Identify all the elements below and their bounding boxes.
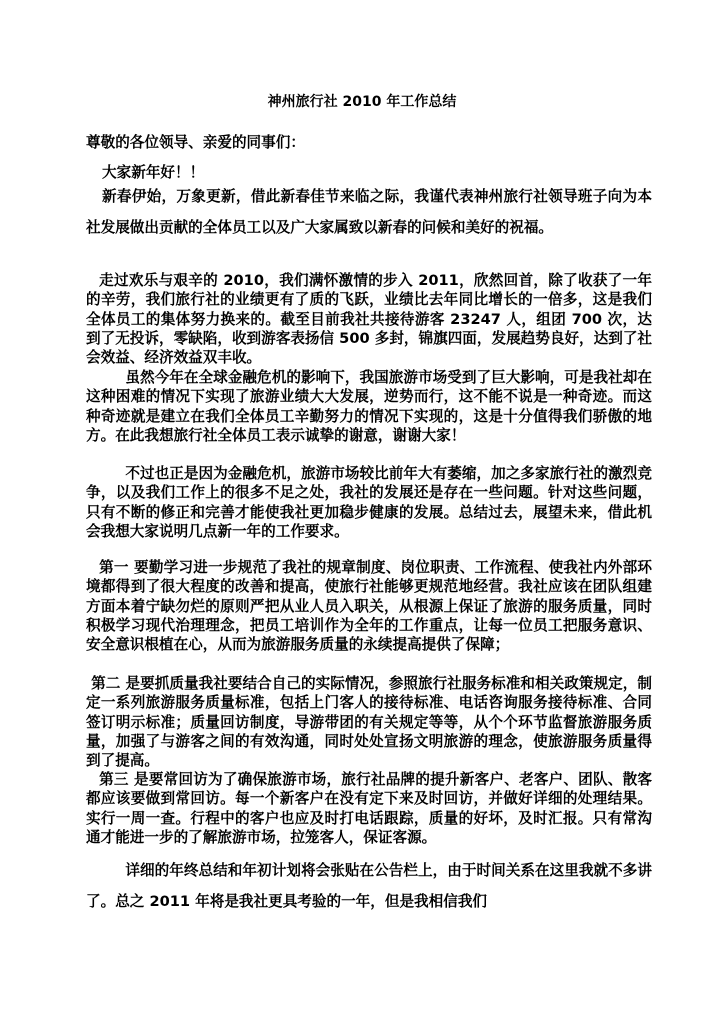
document-title: 神州旅行社 2010 年工作总结 [267,94,457,110]
paragraph-crisis: 虽然今年在全球金融危机的影响下，我国旅游市场受到了巨大影响，可是我社却在这种困难的情况下实现了旅游业绩大大发展，逆势而行，这不能不说是一种奇迹。而这种奇迹就是建立在我们全体员工辛勤努力的情况下实现的，这是十分值得我们骄傲的地方。在此我想旅行社全体员工表示诚挚的谢意，谢谢大家！ [86,369,652,444]
paragraph-second-requirement: 第二 是要抓质量我社要结合自己的实际情况，参照旅行社服务标准和相关政策规定，制定一系列旅游服务质量标准，包括上门客人的接待标准、电话咨询服务接待标准、合同签订明示标准；质量回访制度，导游带团的有关规定等等，从个个环节监督旅游服务质量，加强了与游客之间的有效沟通，同时处处宣扬文明旅游的理念，使旅游服务质量得到了提高。 [86,675,652,770]
paragraph-first-requirement: 第一 要勤学习进一步规范了我社的规章制度、岗位职责、工作流程、使我社内外部环境都得到了很大程度的改善和提高，使旅行社能够更规范地经营。我社应该在团队组建方面本着宁缺勿烂的原则严把从业人员入职关，从根源上保证了旅游的服务质量，同时积极学习现代治理理念，把员工培训作为全年的工作重点，让每一位员工把服务意识、安全意识根植在心，从而为旅游服务质量的永续提高提供了保障； [86,559,652,654]
paragraph-third-requirement: 第三 是要常回访为了确保旅游市场，旅行社品牌的提升新客户、老客户、团队、散客都应该要做到常回访。每一个新客户在没有定下来及时回访，并做好详细的处理结果。实行一周一查。行程中的客户也应及时打电话跟踪，质量的好坏，及时汇报。只有常沟通才能进一步的了解旅游市场，拉笼客人，保证客源。 [86,771,652,846]
greeting: 大家新年好！！ [102,164,205,181]
paragraph-review: 走过欢乐与艰辛的 2010，我们满怀激情的步入 2011，欣然回首，除了收获了一年的辛劳，我们旅行社的业绩更有了质的飞跃，业绩比去年同比增长的一倍多，这是我们全体员工的集体努力换来的。截至目前我社共接待游客 23247 人，组团 700 次，达到了无投诉，零缺陷，收到游客表扬信 500 多封，锦旗四面，发展趋势良好，达到了社会效益、经济效益双丰收。 [86,272,653,367]
paragraph-problems: 不过也正是因为金融危机，旅游市场较比前年大有萎缩，加之多家旅行社的激烈竞争，以及我们工作上的很多不足之处，我社的发展还是存在一些问题。针对这些问题，只有不断的修正和完善才能使我社更加稳步健康的发展。总结过去，展望未来，借此机会我想大家说明几点新一年的工作要求。 [86,465,652,540]
paragraph-intro: 新春伊始，万象更新，借此新春佳节来临之际，我谨代表神州旅行社领导班子向为本社发展做出贡献的全体员工以及广大家属致以新春的问候和美好的祝福。 [86,188,652,236]
paragraph-closing: 详细的年终总结和年初计划将会张贴在公告栏上，由于时间关系在这里我就不多讲了。总之 2011 年将是我社更具考验的一年，但是我相信我们 [86,862,652,910]
salutation: 尊敬的各位领导、亲爱的同事们： [86,134,305,151]
